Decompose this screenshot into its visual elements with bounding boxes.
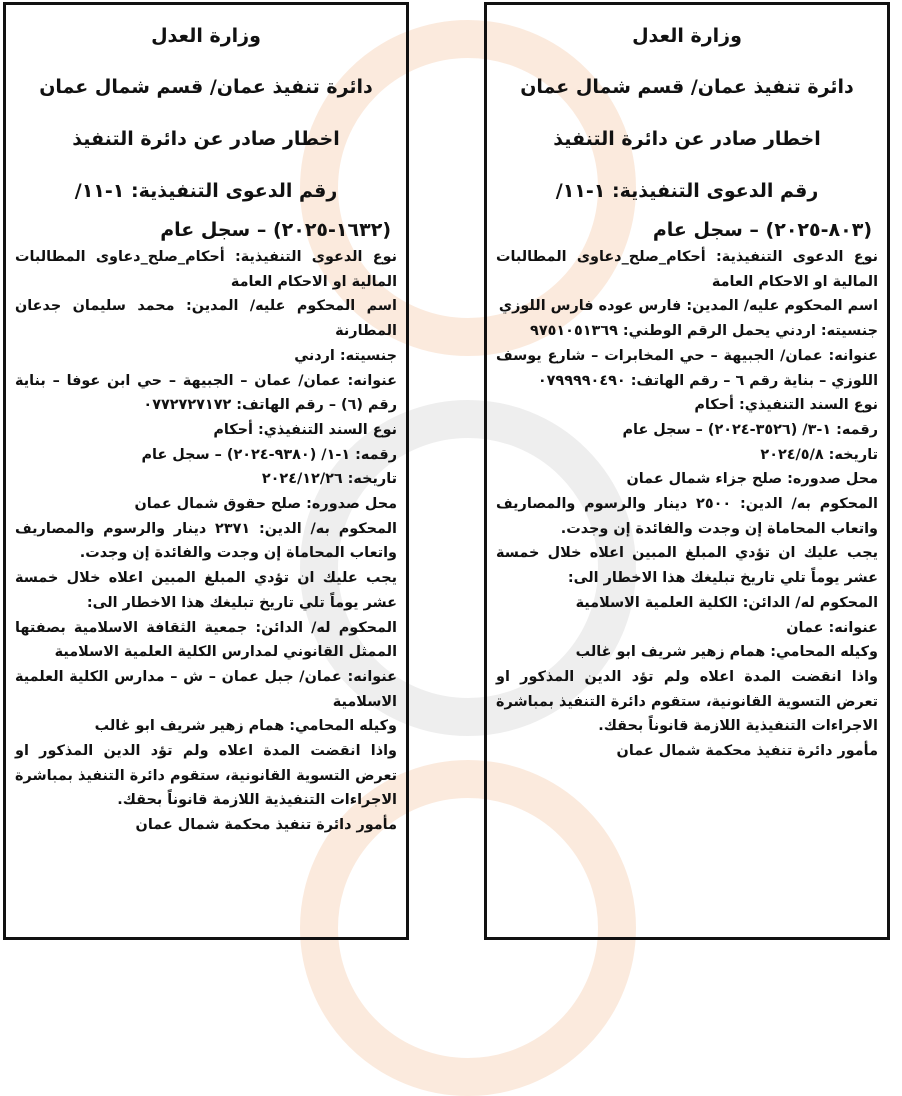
notice-title: اخطار صادر عن دائرة التنفيذ	[553, 128, 821, 150]
notice-paragraph: وكيله المحامي: همام زهير شريف ابو غالب	[575, 644, 878, 661]
case-number-value: (٨٠٣-٢٠٢٥) – سجل عام	[652, 219, 872, 241]
notice-paragraph: محل صدوره: صلح حقوق شمال عمان	[134, 496, 397, 513]
department-heading: دائرة تنفيذ عمان/ قسم شمال عمان	[39, 76, 373, 98]
notice-paragraph: واذا انقضت المدة اعلاه ولم تؤد الدين المذكور او تعرض التسوية القانونية، ستقوم دائرة التنفيذ بمباشرة الاجراءات التنفيذية اللازمة قانوناً بحقك.	[15, 743, 397, 809]
notice-right	[484, 2, 890, 940]
notice-left	[3, 2, 409, 940]
notice-paragraph: جنسيته: اردني	[294, 347, 397, 364]
notice-paragraph: يجب عليك ان تؤدي المبلغ المبين اعلاه خلال خمسة عشر يوماً تلي تاريخ تبليغك هذا الاخطار الى:	[15, 570, 397, 611]
case-number-label: رقم الدعوى التنفيذية: ١-١١/	[555, 180, 819, 202]
notice-paragraph: تاريخه: ٢٠٢٤/٥/٨	[760, 446, 878, 463]
notice-paragraph: مأمور دائرة تنفيذ محكمة شمال عمان	[135, 817, 397, 834]
notice-paragraph: عنوانه: عمان/ الجبيهة – حي المخابرات – شارع يوسف اللوزي – بناية رقم ٦ – رقم الهاتف: ٠٧٩٩٩٩٠٤٩٠	[496, 347, 878, 389]
notice-body	[496, 245, 878, 764]
notice-paragraph: جنسيته: اردني يحمل الرقم الوطني: ٩٧٥١٠٥١٣٦٩	[530, 323, 878, 340]
notice-paragraph: نوع الدعوى التنفيذية: أحكام_صلح_دعاوى المطالبات المالية او الاحكام العامة	[496, 249, 878, 290]
notice-paragraph: نوع الدعوى التنفيذية: أحكام_صلح_دعاوى المطالبات المالية او الاحكام العامة	[15, 249, 397, 290]
notice-paragraph: المحكوم به/ الدين: ٢٥٠٠ دينار والرسوم والمصاريف واتعاب المحاماة إن وجدت والفائدة إن وجدت.	[496, 496, 878, 537]
ministry-heading: وزارة العدل	[632, 25, 742, 47]
notice-paragraph: عنوانه: عمان/ عمان – الجبيهة – حي ابن عوفا – بناية رقم (٦) – رقم الهاتف: ٠٧٧٢٧٢٧١٧٢	[15, 372, 397, 414]
notice-paragraph: رقمه: ١-٣/ (٣٥٢٦-٢٠٢٤) – سجل عام	[622, 421, 878, 438]
case-number-value: (١٦٣٢-٢٠٢٥) – سجل عام	[160, 219, 391, 241]
notice-paragraph: اسم المحكوم عليه/ المدين: فارس عوده فارس اللوزي	[498, 298, 878, 315]
notice-paragraph: رقمه: ١-١/ (٩٣٨٠-٢٠٢٤) – سجل عام	[141, 446, 397, 463]
ministry-heading: وزارة العدل	[151, 25, 261, 47]
case-number-label: رقم الدعوى التنفيذية: ١-١١/	[74, 180, 338, 202]
notice-paragraph: نوع السند التنفيذي: أحكام	[213, 421, 397, 438]
notice-title: اخطار صادر عن دائرة التنفيذ	[72, 128, 340, 150]
notice-paragraph: المحكوم به/ الدين: ٢٣٧١ دينار والرسوم والمصاريف واتعاب المحاماة إن وجدت والفائدة إن وجدت.	[15, 520, 397, 562]
department-heading: دائرة تنفيذ عمان/ قسم شمال عمان	[520, 76, 854, 98]
notice-paragraph: المحكوم له/ الدائن: الكلية العلمية الاسلامية	[575, 594, 878, 611]
notice-paragraph: تاريخه: ٢٠٢٤/١٢/٢٦	[261, 471, 397, 488]
notice-paragraph: وكيله المحامي: همام زهير شريف ابو غالب	[94, 718, 397, 735]
notice-paragraph: عنوانه: عمان/ جبل عمان – ش – مدارس الكلية العلمية الاسلامية	[15, 668, 397, 710]
notice-paragraph: المحكوم له/ الدائن: جمعية الثقافة الاسلامية بصفتها الممثل القانوني لمدارس الكلية العلمية الاسلامية	[15, 619, 397, 661]
notice-paragraph: واذا انقضت المدة اعلاه ولم تؤد الدين المذكور او تعرض التسوية القانونية، ستقوم دائرة التنفيذ بمباشرة الاجراءات التنفيذية اللازمة قانوناً بحقك.	[496, 668, 878, 735]
notice-body	[15, 245, 397, 838]
notice-paragraph: اسم المحكوم عليه/ المدين: محمد سليمان جدعان المطارنة	[15, 298, 397, 340]
notice-paragraph: مأمور دائرة تنفيذ محكمة شمال عمان	[616, 743, 878, 760]
notice-paragraph: عنوانه: عمان	[786, 619, 878, 636]
notice-paragraph: نوع السند التنفيذي: أحكام	[694, 397, 878, 414]
notice-paragraph: يجب عليك ان تؤدي المبلغ المبين اعلاه خلال خمسة عشر يوماً تلي تاريخ تبليغك هذا الاخطار الى:	[496, 545, 878, 587]
notice-paragraph: محل صدوره: صلح جزاء شمال عمان	[626, 471, 878, 488]
